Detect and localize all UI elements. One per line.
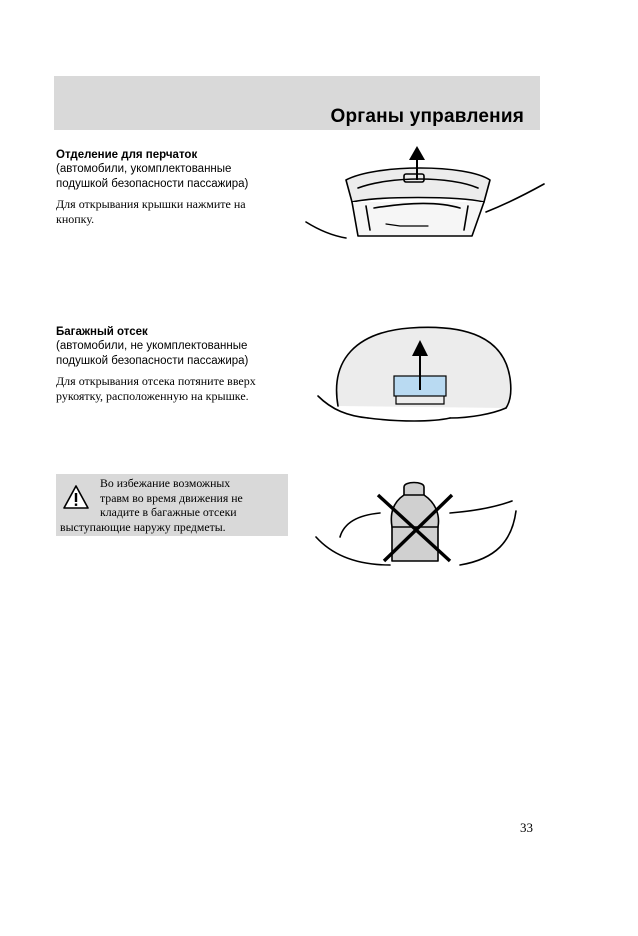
luggage-title: Багажный отсек (56, 326, 148, 338)
header-band (54, 76, 540, 130)
luggage-body-line2: рукоятку, расположенную на крышке. (56, 389, 249, 403)
luggage-illustration (300, 318, 550, 430)
glovebox-body-line2: кнопку. (56, 212, 95, 226)
warning-line3: кладите в багажные отсеки (100, 505, 237, 519)
luggage-subtitle-line2: подушкой безопасности пассажира) (56, 354, 249, 367)
warning-text (60, 476, 284, 534)
glovebox-subtitle-line2: подушкой безопасности пассажира) (56, 177, 249, 190)
luggage-section (56, 325, 288, 404)
glovebox-section (56, 148, 288, 227)
prohibited-object-illustration (300, 465, 550, 575)
page-number: 33 (520, 820, 533, 835)
glovebox-illustration (300, 140, 550, 252)
luggage-body-line1: Для открывания отсека потяните вверх (56, 374, 256, 388)
glovebox-body (56, 197, 288, 227)
warning-line4: выступающие наружу предметы. (60, 519, 226, 534)
warning-line1: Во избежание возможных (100, 476, 231, 490)
glovebox-title: Отделение для перчаток (56, 149, 198, 161)
page-title: Органы управления (330, 106, 524, 127)
luggage-subtitle-line1: (автомобили, не укомплектованные (56, 340, 248, 352)
warning-line2: травм во время движения не (100, 490, 243, 505)
glovebox-subtitle-line1: (автомобили, укомплектованные (56, 163, 232, 175)
glovebox-body-line1: Для открывания крышки нажмите на (56, 197, 246, 211)
warning-box (56, 474, 288, 536)
luggage-body (56, 374, 288, 404)
